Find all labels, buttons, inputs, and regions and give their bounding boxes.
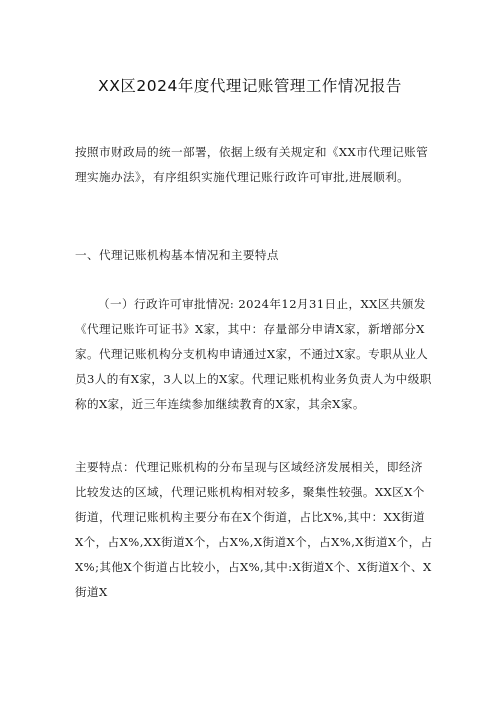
subsection-paragraph: （一）行政许可审批情况: 2024年12月31日止，XX区共颁发《代理记账许可证书》X家，其中：存量部分申请X家，新增部分X家。代理记账机构分支机构申请通过X家，不通过X家。专职从业人员3人的有X家，3人以上的X家。代理记账机构业务负责人为中级职称的X家，近三年连续参加继续教育的X家，其余X家。 — [75, 297, 432, 411]
features-paragraph: 主要特点：代理记账机构的分布呈现与区域经济发展相关，即经济比较发达的区域，代理记账机构相对较多，聚集性较强。XX区X个街道，代理记账机构主要分布在X个街道，占比X%,其中：XX街道X个，占X%,XX街道X个，占X%,X街道X个，占X%,X街道X个，占X%;其他X个街道占比较小，占X%,其中:X街道X个、X街道X个、X街道X — [75, 460, 433, 599]
document-title: XX区2024年度代理记账管理工作情况报告 — [98, 77, 402, 95]
intro-paragraph: 按照市财政局的统一部署，依据上级有关规定和《XX市代理记账管理实施办法》，有序组织实施代理记账行政许可审批,进展顺利。 — [75, 145, 429, 184]
section-heading: 一、代理记账机构基本情况和主要特点 — [75, 248, 279, 262]
